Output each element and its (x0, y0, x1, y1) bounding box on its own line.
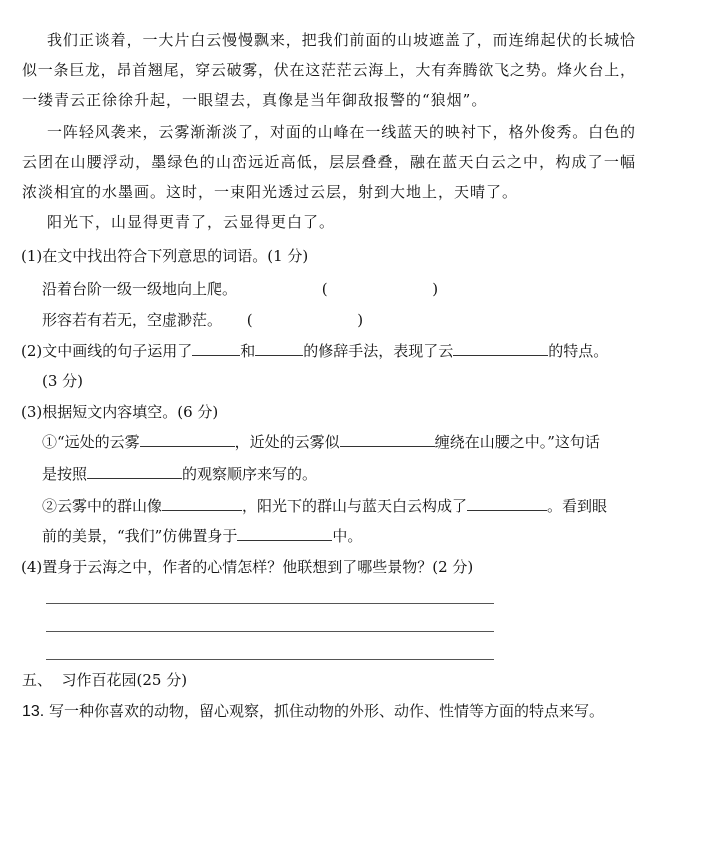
question-text: 写一种你喜欢的动物，留心观察，抓住动物的外形、动作、性情等方面的特点来写。 (49, 702, 605, 720)
answer-blank[interactable] (467, 495, 547, 511)
question-3-title: (3)根据短文内容填空。(6 分) (21, 403, 219, 421)
passage-line: 一阵轻风袭来，云雾渐渐淡了，对面的山峰在一线蓝天的映衬下，格外俊秀。白色的 (47, 123, 635, 141)
answer-line[interactable] (46, 603, 494, 604)
section-5-title: 五、 习作百花园(25 分) (22, 671, 188, 689)
question-text: 缠绕在山腰之中。”这句话 (434, 433, 600, 451)
question-text: 的特点。 (548, 342, 609, 360)
answer-blank[interactable] (87, 463, 182, 479)
question-text: (2)文中画线的句子运用了 (21, 342, 193, 360)
close-paren: ) (357, 311, 364, 329)
answer-blank[interactable] (453, 340, 548, 356)
answer-blank[interactable] (340, 431, 435, 447)
question-text: 和 (240, 342, 256, 360)
question-text: 。看到眼 (547, 497, 608, 515)
question-text: 的修辞手法，表现了云 (303, 342, 454, 360)
question-3a-cont (42, 463, 317, 484)
question-1b (42, 310, 363, 330)
passage-line: 似一条巨龙，昂首翘尾，穿云破雾，伏在这茫茫云海上，大有奔腾欲飞之势。烽火台上， (22, 61, 635, 79)
passage-line: 浓淡相宜的水墨画。这时，一束阳光透过云层，射到大地上，天晴了。 (22, 183, 519, 201)
passage-line: 我们正谈着，一大片白云慢慢飘来，把我们前面的山坡遮盖了，而连绵起伏的长城恰 (47, 31, 635, 49)
question-text: 是按照 (42, 465, 88, 483)
question-text: ，阳光下的群山与蓝天白云构成了 (242, 497, 468, 515)
answer-line[interactable] (46, 631, 494, 632)
question-2-score: (3 分) (42, 372, 84, 390)
passage-line: 云团在山腰浮动，墨绿色的山峦远近高低，层层叠叠，融在蓝天白云之中，构成了一幅 (22, 153, 635, 171)
close-paren: ) (432, 280, 439, 298)
question-number: 13. (22, 703, 45, 720)
question-3a (42, 431, 600, 452)
passage-line: 阳光下，山显得更青了，云显得更白了。 (47, 213, 336, 231)
passage-line: 一缕青云正徐徐升起，一眼望去，真像是当年御敌报警的“狼烟”。 (22, 91, 488, 109)
open-paren: ( (246, 311, 253, 329)
question-text: ②云雾中的群山像 (42, 497, 163, 515)
question-text: 的观察顺序来写的。 (182, 465, 318, 483)
answer-blank[interactable] (192, 340, 240, 356)
answer-blank[interactable] (237, 525, 332, 541)
question-13 (22, 701, 604, 722)
question-text: 中。 (332, 527, 363, 545)
question-1a (42, 279, 438, 299)
question-4-title: (4)置身于云海之中，作者的心情怎样？他联想到了哪些景物？(2 分) (21, 558, 474, 576)
answer-blank[interactable] (162, 495, 242, 511)
answer-blank[interactable] (140, 431, 235, 447)
question-text: ①“远处的云雾 (42, 433, 140, 451)
answer-line[interactable] (46, 659, 494, 660)
question-1-title: (1)在文中找出符合下列意思的词语。(1 分) (21, 247, 309, 265)
open-paren: ( (321, 280, 328, 298)
question-text: ，近处的云雾似 (234, 433, 340, 451)
question-2 (21, 340, 608, 361)
answer-blank[interactable] (255, 340, 303, 356)
question-text: 前的美景，“我们”仿佛置身于 (42, 527, 238, 545)
question-3b-cont (42, 525, 362, 546)
question-3b (42, 495, 607, 516)
question-text: 沿着台阶一级一级地向上爬。 (42, 280, 238, 298)
question-text: 形容若有若无，空虚渺茫。 (42, 311, 223, 329)
